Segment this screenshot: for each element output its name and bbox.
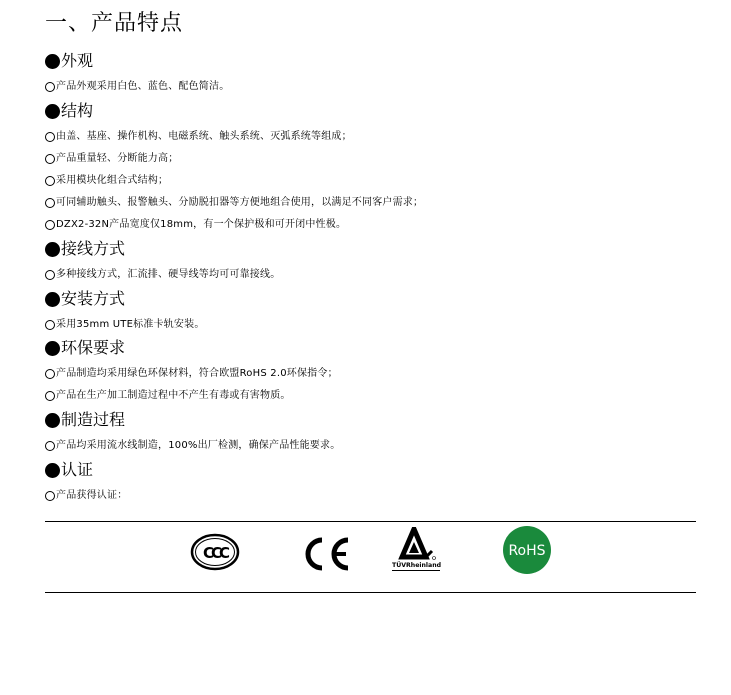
section-heading xyxy=(45,50,695,72)
list-item-text: 可同辅助触头、报警触头、分励脱扣器等方便地组合使用，以满足不同客户需求； xyxy=(56,197,424,208)
section-appearance xyxy=(45,50,695,98)
list-item xyxy=(45,192,695,214)
section-heading-text: 外观 xyxy=(61,51,94,70)
list-item xyxy=(45,363,695,385)
page-title: 一、产品特点 xyxy=(45,11,184,36)
section-heading xyxy=(45,100,695,122)
section-structure xyxy=(45,100,695,236)
circle-bullet-icon xyxy=(45,270,55,280)
section-installation xyxy=(45,288,695,336)
list-item xyxy=(45,264,695,286)
svg-text:RoHS: RoHS xyxy=(508,543,546,559)
rohs-badge-icon xyxy=(502,525,552,575)
svg-text:TÜVRheinland: TÜVRheinland xyxy=(392,562,442,569)
feature-list xyxy=(45,264,695,286)
filled-bullet-icon xyxy=(45,104,60,119)
feature-list xyxy=(45,126,695,236)
section-heading xyxy=(45,238,695,260)
list-item-text: 产品均采用流水线制造，100%出厂检测，确保产品性能要求。 xyxy=(56,440,341,451)
list-item-text: 产品重量轻、分断能力高； xyxy=(56,153,179,164)
circle-bullet-icon xyxy=(45,369,55,379)
list-item-text: 产品在生产加工制造过程中不产生有毒或有害物质。 xyxy=(56,390,291,401)
section-heading-text: 环保要求 xyxy=(61,338,126,357)
filled-bullet-icon xyxy=(45,341,60,356)
circle-bullet-icon xyxy=(45,198,55,208)
section-heading xyxy=(45,409,695,431)
section-heading xyxy=(45,337,695,359)
circle-bullet-icon xyxy=(45,132,55,142)
circle-bullet-icon xyxy=(45,441,55,451)
circle-bullet-icon xyxy=(45,82,55,92)
section-wiring xyxy=(45,238,695,286)
filled-bullet-icon xyxy=(45,54,60,69)
section-heading-text: 结构 xyxy=(61,101,94,120)
circle-bullet-icon xyxy=(45,220,55,230)
list-item xyxy=(45,314,695,336)
svg-text:CCC: CCC xyxy=(202,544,228,562)
ce-mark-icon xyxy=(300,536,352,572)
filled-bullet-icon xyxy=(45,463,60,478)
tuv-rheinland-icon xyxy=(392,527,442,573)
circle-bullet-icon xyxy=(45,320,55,330)
section-heading xyxy=(45,459,695,481)
list-item-text: 采用35mm UTE标准卡轨安装。 xyxy=(56,319,205,330)
filled-bullet-icon xyxy=(45,242,60,257)
list-item-text: 采用模块化组合式结构； xyxy=(56,175,169,186)
section-heading-text: 认证 xyxy=(61,460,94,479)
list-item xyxy=(45,148,695,170)
feature-list xyxy=(45,363,695,407)
circle-bullet-icon xyxy=(45,154,55,164)
list-item xyxy=(45,485,695,507)
section-certification xyxy=(45,459,695,507)
feature-list xyxy=(45,435,695,457)
top-divider xyxy=(45,521,696,522)
bottom-divider xyxy=(45,592,696,593)
list-item-text: 产品制造均采用绿色环保材料，符合欧盟RoHS 2.0环保指令； xyxy=(56,368,338,379)
list-item-text: 多种接线方式，汇流排、硬导线等均可可靠接线。 xyxy=(56,269,281,280)
circle-bullet-icon xyxy=(45,391,55,401)
list-item-text: DZX2-32N产品宽度仅18mm，有一个保护极和可开闭中性极。 xyxy=(56,219,347,230)
feature-list xyxy=(45,314,695,336)
section-heading xyxy=(45,288,695,310)
section-manufacturing xyxy=(45,409,695,457)
list-item-text: 产品外观采用白色、蓝色、配色简洁。 xyxy=(56,81,230,92)
section-environmental xyxy=(45,337,695,407)
list-item-text: 由盖、基座、操作机构、电磁系统、触头系统、灭弧系统等组成； xyxy=(56,131,352,142)
list-item xyxy=(45,214,695,236)
filled-bullet-icon xyxy=(45,413,60,428)
feature-list xyxy=(45,76,695,98)
list-item xyxy=(45,385,695,407)
section-heading-text: 安装方式 xyxy=(61,289,126,308)
section-heading-text: 接线方式 xyxy=(61,239,126,258)
list-item xyxy=(45,170,695,192)
list-item xyxy=(45,126,695,148)
section-heading-text: 制造过程 xyxy=(61,410,126,429)
circle-bullet-icon xyxy=(45,176,55,186)
ccc-certification-icon xyxy=(190,533,240,571)
list-item xyxy=(45,76,695,98)
filled-bullet-icon xyxy=(45,292,60,307)
list-item xyxy=(45,435,695,457)
feature-list xyxy=(45,485,695,507)
list-item-text: 产品获得认证： xyxy=(56,490,128,501)
circle-bullet-icon xyxy=(45,491,55,501)
